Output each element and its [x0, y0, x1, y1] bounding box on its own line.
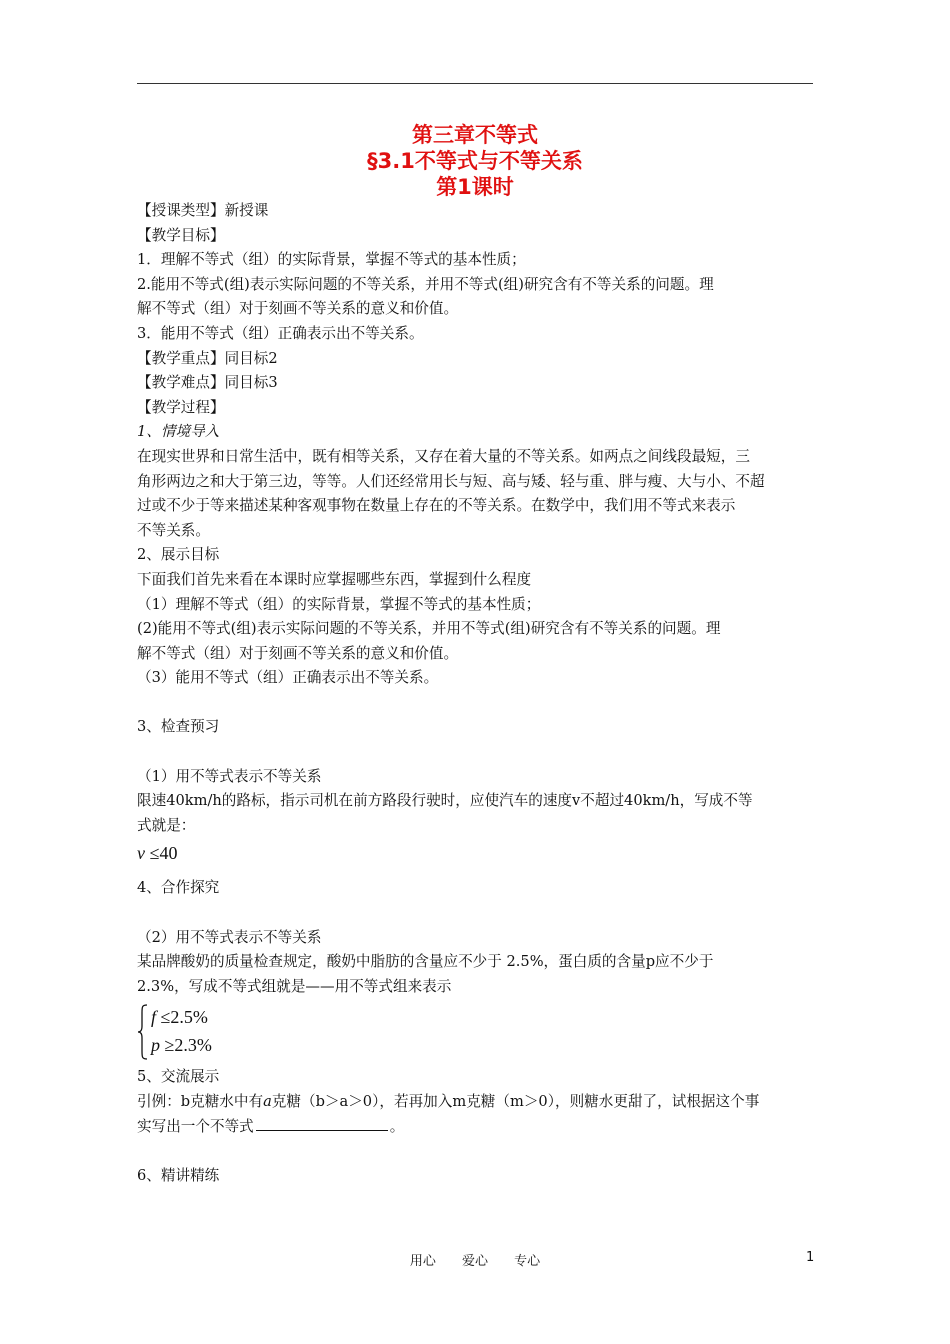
speed-variable: v — [137, 843, 145, 864]
section-4-line-2: 2.3%，写成不等式组就是——用不等式组来表示 — [137, 977, 452, 995]
header-rule — [137, 83, 813, 84]
section-5-line-2 — [137, 1115, 815, 1140]
fat-relation: ≤2.5% — [160, 1007, 208, 1028]
footer-motto: 用心 爱心 专心 — [409, 1254, 541, 1269]
section-1-line-1: 在现实世界和日常生活中，既有相等关系，又存在着大量的不等关系。如两点之间线段最短，三 — [137, 447, 750, 465]
inequality-system — [137, 1003, 815, 1061]
section-3-line-2: 式就是： — [137, 816, 196, 834]
protein-variable: p — [151, 1035, 160, 1056]
section-2-goal-1: （1）理解不等式（组）的实际背景，掌握不等式的基本性质； — [137, 595, 541, 613]
speed-relation: ≤40 — [149, 843, 178, 864]
system-row-1 — [151, 1004, 208, 1030]
section-5-line-2-start: 实写出一个不等式 — [137, 1117, 254, 1135]
document-body — [137, 199, 815, 1188]
difficulty: 【教学难点】同目标3 — [137, 374, 278, 392]
goal-2-line-1: 2.能用不等式(组)表示实际问题的不等关系，并用不等式(组)研究含有不等关系的问题。理 — [137, 275, 714, 293]
section-5-heading: 5、交流展示 — [137, 1068, 220, 1086]
lesson-title: 第1课时 — [436, 175, 514, 199]
system-row-2 — [151, 1032, 212, 1058]
left-brace-icon — [137, 1003, 149, 1061]
goal-2-line-2: 解不等式（组）对于刻画不等关系的意义和价值。 — [137, 300, 459, 318]
section-2-goal-2-line-1: (2)能用不等式(组)表示实际问题的不等关系，并用不等式(组)研究含有不等关系的问题。理 — [137, 620, 721, 638]
goal-1: 1．理解不等式（组）的实际背景，掌握不等式的基本性质； — [137, 251, 526, 269]
process-heading: 【教学过程】 — [137, 398, 225, 416]
page-number: 1 — [806, 1250, 815, 1265]
lesson-type: 【授课类型】新授课 — [137, 202, 269, 219]
section-5-line-1-end: 克糖（b＞a＞0），若再加入m克糖（m＞0），则糖水更甜了，试根据这个事 — [271, 1093, 760, 1110]
fat-variable: f — [151, 1007, 157, 1028]
section-2-intro: 下面我们首先来看在本课时应掌握哪些东西，掌握到什么程度 — [137, 570, 532, 588]
section-2-goal-2-line-2: 解不等式（组）对于刻画不等关系的意义和价值。 — [137, 644, 459, 662]
section-2-heading: 2、展示目标 — [137, 546, 220, 564]
section-5-line-1 — [137, 1090, 815, 1115]
section-6-heading: 6、精讲精练 — [137, 1166, 220, 1184]
answer-blank[interactable] — [256, 1116, 388, 1131]
section-1-line-3: 过或不少于等来描述某种客观事物在数量上存在的不等关系。在数学中，我们用不等式来表示 — [137, 497, 736, 515]
section-title: §3.1不等式与不等关系 — [367, 149, 583, 173]
section-3-sub: （1）用不等式表示不等关系 — [137, 767, 322, 785]
section-4-line-1: 某品牌酸奶的质量检查规定，酸奶中脂肪的含量应不少于 2.5%，蛋白质的含量p应不少于 — [137, 953, 714, 971]
goal-3: 3．能用不等式（组）正确表示出不等关系。 — [137, 324, 424, 342]
section-4-heading: 4、合作探究 — [137, 879, 220, 897]
section-5-line-2-end: 。 — [389, 1117, 405, 1135]
goals-heading: 【教学目标】 — [137, 226, 225, 244]
chapter-title: 第三章不等式 — [412, 123, 538, 147]
key-point: 【教学重点】同目标2 — [137, 349, 278, 367]
section-1-heading: 1、情境导入 — [137, 423, 220, 441]
section-1-line-2: 角形两边之和大于第三边，等等。人们还经常用长与短、高与矮、轻与重、胖与瘦、大与小、不超 — [137, 472, 765, 490]
section-3-heading: 3、检查预习 — [137, 718, 220, 736]
section-2-goal-3: （3）能用不等式（组）正确表示出不等关系。 — [137, 669, 439, 687]
section-4-sub: （2）用不等式表示不等关系 — [137, 928, 322, 946]
section-1-line-4: 不等关系。 — [137, 521, 210, 539]
protein-relation: ≥2.3% — [164, 1035, 212, 1056]
section-5-line-1-start: 引例：b克糖水中有 — [137, 1093, 264, 1110]
section-3-line-1: 限速40km/h的路标，指示司机在前方路段行驶时，应使汽车的速度v不超过40km/h，写成不等 — [137, 792, 753, 810]
speed-inequality — [137, 838, 815, 868]
sugar-variable: a — [263, 1093, 272, 1110]
